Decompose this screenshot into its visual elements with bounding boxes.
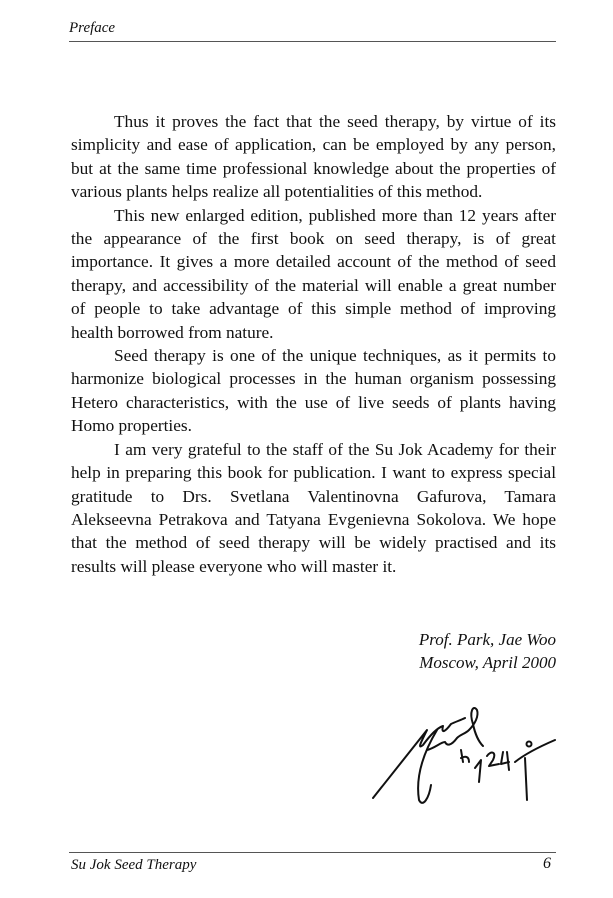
footer-book-title: Su Jok Seed Therapy [71,857,197,873]
paragraph: Thus it proves the fact that the seed therapy, by virtue of its simplicity and ease of application, can be employed by any person, but at the same time professional knowledge about the properties of various plants helps realize all potentialities of this method. [71,112,556,202]
place-and-date: Moscow, April 2000 [419,653,556,672]
signoff-block [419,628,556,674]
footer-divider [69,852,556,853]
paragraph: I am very grateful to the staff of the Su Jok Academy for their help in preparing this book for publication. I want to express special gratitude to Drs. Svetlana Valentinovna Gafurova, Tamara Alekseevna Petrakova and Tatyana Evgenievna Sokolova. We hope that the method of seed therapy will be widely practised and its results will please everyone who will master it. [71,439,556,576]
header-divider [69,41,556,42]
running-header-title: Preface [69,20,116,36]
preface-body [71,110,556,578]
paragraph: This new enlarged edition, published more than 12 years after the appearance of the first book on seed therapy, is of great importance. It gives a more detailed account of the method of seed therapy, and accessibility of the material will enable a great number of people to take advantage of this simple method of improving health borrowed from nature. [71,205,556,342]
author-name: Prof. Park, Jae Woo [418,630,556,649]
page-number: 6 [543,855,551,872]
paragraph: Seed therapy is one of the unique techniques, as it permits to harmonize biological processes in the human organism possessing Hetero characteristics, with the use of live seeds of plants having Homo properties. [71,346,556,436]
signature-icon [365,690,575,820]
